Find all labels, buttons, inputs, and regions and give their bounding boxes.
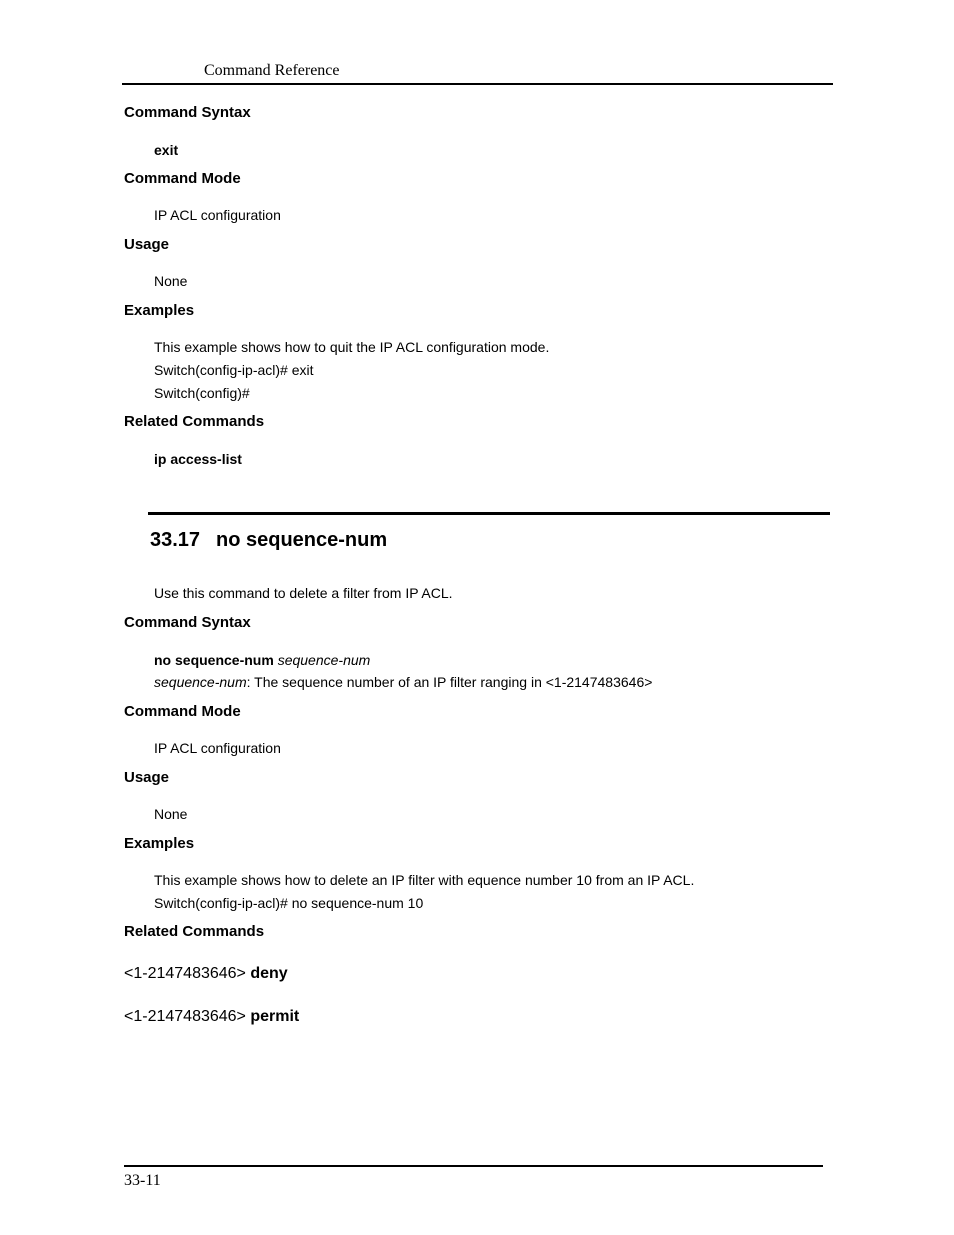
section-description: Use this command to delete a filter from IP ACL. xyxy=(154,585,453,601)
section-number: 33.17 xyxy=(150,529,201,551)
example-line: Switch(config-ip-acl)# no sequence-num 10 xyxy=(154,895,424,911)
related-command-deny xyxy=(124,965,288,983)
usage-text: None xyxy=(154,806,188,822)
section-rule xyxy=(148,512,830,515)
parameter-description xyxy=(154,674,652,690)
running-header: Command Reference xyxy=(204,62,340,79)
usage-heading: Usage xyxy=(124,236,170,253)
parameter-text: : The sequence number of an IP filter ranging in <1-2147483646> xyxy=(246,674,653,690)
command-syntax-heading: Command Syntax xyxy=(124,614,251,631)
related-commands-heading: Related Commands xyxy=(124,413,265,430)
example-line: This example shows how to delete an IP filter with equence number 10 from an IP ACL. xyxy=(154,872,695,888)
section-title: no sequence-num xyxy=(216,529,388,551)
command-mode: IP ACL configuration xyxy=(154,207,281,223)
command-mode: IP ACL configuration xyxy=(154,740,281,756)
examples-heading: Examples xyxy=(124,302,195,319)
command-syntax xyxy=(154,652,370,668)
syntax-command: no sequence-num xyxy=(154,652,274,668)
section-heading xyxy=(150,529,387,552)
command-syntax-heading: Command Syntax xyxy=(124,104,251,121)
related-prefix: <1-2147483646> xyxy=(124,1008,251,1025)
related-cmd: permit xyxy=(250,1008,300,1025)
header-rule xyxy=(122,83,833,85)
related-cmd: deny xyxy=(250,965,288,982)
example-line: This example shows how to quit the IP ACL configuration mode. xyxy=(154,339,550,355)
command-mode-heading: Command Mode xyxy=(124,170,241,187)
examples-heading: Examples xyxy=(124,835,195,852)
command-mode-heading: Command Mode xyxy=(124,703,241,720)
syntax-parameter: sequence-num xyxy=(277,652,371,668)
command-syntax: exit xyxy=(154,142,179,158)
related-command: ip access-list xyxy=(154,451,242,467)
parameter-name: sequence-num xyxy=(154,674,247,690)
page-number: 33-11 xyxy=(124,1172,161,1189)
usage-heading: Usage xyxy=(124,769,170,786)
example-line: Switch(config-ip-acl)# exit xyxy=(154,362,314,378)
usage-text: None xyxy=(154,273,188,289)
related-command-permit xyxy=(124,1008,299,1026)
related-prefix: <1-2147483646> xyxy=(124,965,251,982)
example-line: Switch(config)# xyxy=(154,385,250,401)
footer-rule xyxy=(124,1165,823,1167)
related-commands-heading: Related Commands xyxy=(124,923,265,940)
